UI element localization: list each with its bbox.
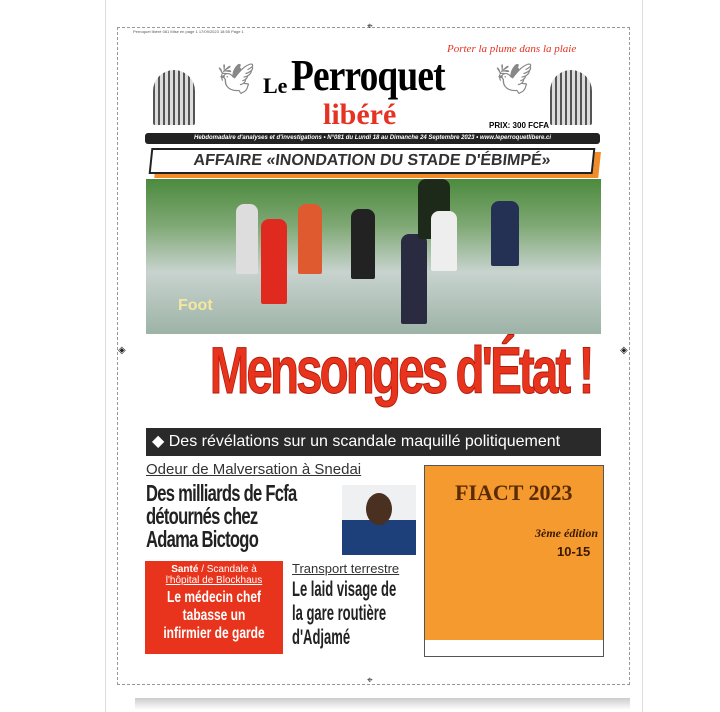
logo-le: Le bbox=[263, 73, 288, 98]
fiact-advertisement bbox=[424, 465, 604, 657]
bird-icon: 🕊 bbox=[495, 63, 534, 96]
registration-mark-icon: ⌖ bbox=[367, 21, 373, 32]
story2-kicker: / Scandale à bbox=[198, 564, 257, 575]
cover-photo bbox=[146, 179, 601, 334]
logo-perroquet: Perroquet bbox=[291, 51, 445, 100]
story3-kicker: Transport terrestre bbox=[292, 561, 400, 576]
story3-title: Le laid visage de la gare routière d'Adjamé bbox=[292, 578, 397, 649]
story2-box bbox=[145, 561, 283, 654]
ad-dates: 10-15 bbox=[557, 544, 591, 559]
story1-kicker: Odeur de Malversation à Snedai bbox=[146, 461, 362, 478]
sponsor-strip bbox=[425, 640, 603, 656]
price: PRIX: 300 FCFA bbox=[489, 121, 550, 130]
story2-kicker2: l'hôpital de Blockhaus bbox=[165, 575, 263, 586]
registration-mark-icon: ◈ bbox=[118, 345, 126, 356]
birdcage-icon bbox=[153, 70, 195, 125]
print-slug: Perroquet libéré 081 Mise en page 1 17/09/2023 18:55 Page 1 bbox=[133, 29, 244, 34]
slogan: Porter la plume dans la plaie bbox=[447, 43, 577, 55]
photo-credit-logo: Foot bbox=[178, 297, 213, 314]
issue-info-bar: Hebdomadaire d'analyses et d'investigations • N°081 du Lundi 18 au Dimanche 24 Septembre 2023 • www.leperroquetlibere.ci bbox=[145, 133, 600, 144]
page-shadow bbox=[135, 698, 630, 710]
main-headline: Mensonges d'État ! bbox=[209, 333, 592, 407]
ad-edition: 3ème édition bbox=[535, 526, 598, 540]
banner-title: AFFAIRE «INONDATION DU STADE D'ÉBIMPÉ» bbox=[149, 148, 596, 174]
portrait-photo bbox=[342, 485, 416, 555]
logo-libere: libéré bbox=[323, 98, 397, 131]
ad-title: FIACT 2023 bbox=[455, 480, 573, 505]
subheadline: ◆ Des révélations sur un scandale maquillé politiquement bbox=[146, 428, 601, 456]
masthead bbox=[145, 45, 600, 133]
birdcage-icon bbox=[550, 70, 592, 125]
story2-title: Le médecin chef tabasse un infirmier de garde bbox=[163, 589, 265, 642]
registration-mark-icon: ◈ bbox=[620, 345, 628, 356]
story2-kicker-bold: Santé bbox=[171, 564, 199, 575]
story1-title: Des milliards de Fcfa détournés chez Adama Bictogo bbox=[146, 480, 297, 552]
bird-icon: 🕊 bbox=[217, 63, 256, 96]
registration-mark-icon: ⌖ bbox=[367, 675, 373, 686]
